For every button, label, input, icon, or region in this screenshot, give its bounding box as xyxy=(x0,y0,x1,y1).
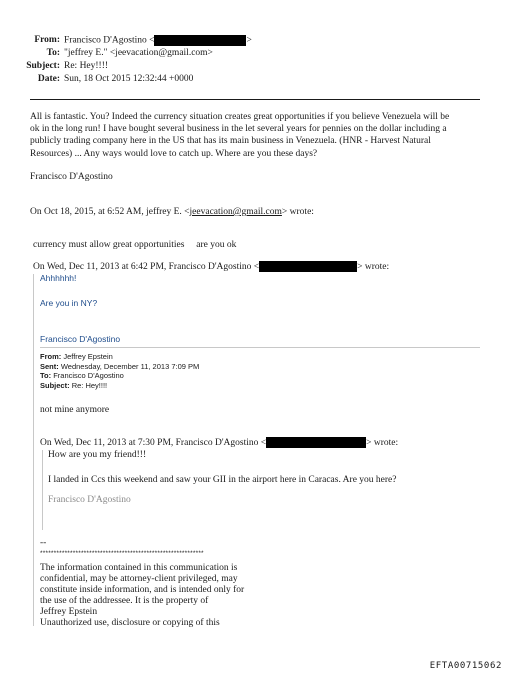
body-line: Resources) ... Any ways would love to catch up. Where are you these days? xyxy=(30,148,318,159)
date-label: Date: xyxy=(37,74,60,84)
header-divider xyxy=(30,99,480,100)
disclaimer-text xyxy=(40,563,244,629)
quote3-signature: Francisco D'Agostino xyxy=(48,495,131,505)
quote3-prefix: On Wed, Dec 11, 2013 at 7:30 PM, Francisco D'Agostino < xyxy=(40,438,267,448)
fwd-sent-row xyxy=(40,362,199,372)
fwd-from-label: From: xyxy=(40,352,62,361)
disclaimer-dashes: -- xyxy=(40,538,47,548)
redaction-block xyxy=(259,261,357,272)
disclaimer-line: constitute inside information, and is intended only for xyxy=(40,585,245,595)
disclaimer-stars: ************************************************************ xyxy=(40,550,204,557)
disclaimer-line: confidential, may be attorney-client privileged, may xyxy=(40,574,238,584)
to-value: "jeffrey E." <jeevacation@gmail.com> xyxy=(64,48,213,58)
quote-bar xyxy=(33,274,34,626)
from-label: From: xyxy=(34,35,60,45)
quote2-signature: Francisco D'Agostino xyxy=(40,334,121,344)
quote3-suffix: > wrote: xyxy=(366,438,399,448)
quote3-line1: How are you my friend!!! xyxy=(48,450,147,460)
date-value: Sun, 18 Oct 2015 12:32:44 +0000 xyxy=(64,74,194,84)
fwd-to-label: To: xyxy=(40,371,52,381)
quote1-email-link[interactable]: jeevacation@gmail.com xyxy=(189,207,282,217)
from-value xyxy=(64,35,252,46)
body-line: All is fantastic. You? Indeed the currency situation creates great opportunities if you believe Venezuela will be xyxy=(30,112,450,122)
body-line: ok in the long run! I have bought several business in the let several years for pennies on the dollar including a xyxy=(30,124,447,135)
quote2-prefix: On Wed, Dec 11, 2013 at 6:42 PM, Francisco D'Agostino < xyxy=(33,262,260,272)
fwd-subject-label: Subject: xyxy=(40,380,70,390)
fwd-from-row xyxy=(40,352,199,362)
from-suffix: > xyxy=(246,35,252,46)
redaction-block xyxy=(154,35,246,46)
fwd-sent-label: Sent: xyxy=(40,361,59,371)
body-signature: Francisco D'Agostino xyxy=(30,172,113,182)
fwd-subject-value: Re: Hey!!!! xyxy=(71,380,108,390)
fwd-subject-row xyxy=(40,381,199,391)
quote1-attribution xyxy=(30,206,314,218)
redaction-block xyxy=(266,437,366,448)
quote2-line2: Are you in NY? xyxy=(40,298,98,308)
quote2-divider xyxy=(40,347,480,348)
disclaimer-line: Jeffrey Epstein xyxy=(40,607,98,617)
subject-value: Re: Hey!!!! xyxy=(64,61,109,71)
to-label: To: xyxy=(46,48,60,58)
disclaimer-line: the use of the addressee. It is the property of xyxy=(40,596,209,606)
body-line: publicly trading company here in the US that has its main business in Venezuela. (HNR - Harvest Natural xyxy=(30,136,431,147)
fwd-to-value: Francisco D'Agostino xyxy=(53,371,124,381)
quote3-attribution xyxy=(40,437,398,449)
quote1-message: currency must allow great opportunities are you ok xyxy=(33,240,237,250)
quote3-line2: I landed in Ccs this weekend and saw your GII in the airport here in Caracas. Are you here? xyxy=(48,475,397,485)
fwd-from-value: Jeffrey Epstein xyxy=(63,352,113,361)
quote2-reply: not mine anymore xyxy=(40,405,110,415)
subject-label: Subject: xyxy=(26,61,60,71)
disclaimer-line: The information contained in this communication is xyxy=(40,563,238,573)
from-name: Francisco D'Agostino < xyxy=(64,35,155,46)
quote1-suffix: > wrote: xyxy=(281,207,314,217)
quote2-line1: Ahhhhhh! xyxy=(40,273,77,283)
quote-bar xyxy=(42,450,43,530)
disclaimer-line: Unauthorized use, disclosure or copying of this xyxy=(40,618,220,628)
quote2-forward-header xyxy=(40,352,199,390)
quote2-attribution xyxy=(33,261,389,273)
quote1-prefix: On Oct 18, 2015, at 6:52 AM, jeffrey E. < xyxy=(30,207,190,217)
quote2-suffix: > wrote: xyxy=(357,262,390,272)
message-body xyxy=(30,111,449,160)
fwd-sent-value: Wednesday, December 11, 2013 7:09 PM xyxy=(60,361,200,371)
document-id: EFTA00715062 xyxy=(429,661,502,671)
fwd-to-row xyxy=(40,371,199,381)
